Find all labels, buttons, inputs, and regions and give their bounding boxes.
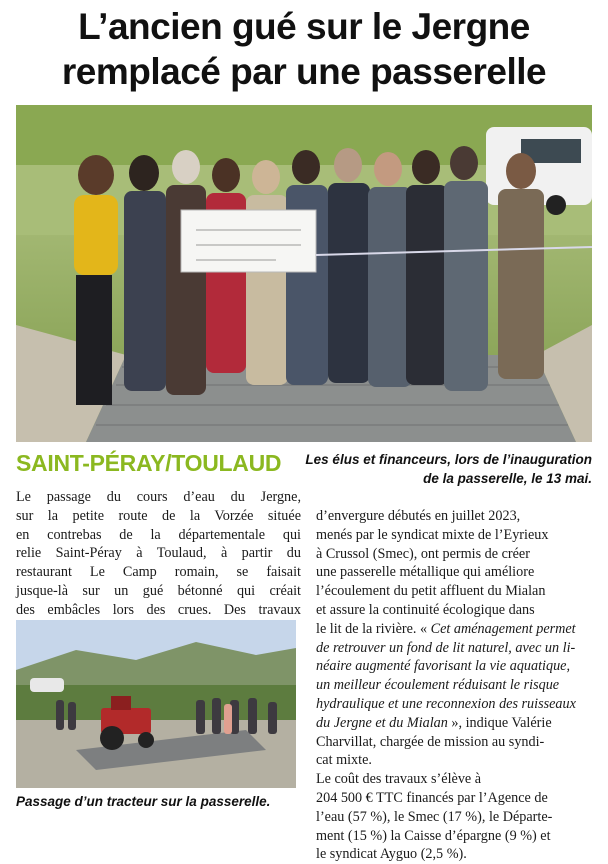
main-photo-caption-line-2: de la passerelle, le 13 mai. [423, 471, 592, 486]
body-line: l’écoulement du petit affluent du Mialan [316, 583, 546, 600]
tractor-photo-illustration [16, 620, 296, 788]
body-line: le syndicat Ayguo (2,5 %). [316, 846, 467, 863]
body-line: du Jergne et du Mialan », indique Valérie [316, 714, 552, 731]
body-line: sur la petite route de la Vorzée située [16, 507, 301, 524]
body-line: menés par le syndicat mixte de l’Eyrieux [316, 526, 549, 543]
body-line: hydraulique et une reconnexion des ruisseaux [316, 695, 576, 712]
body-line: une passerelle métallique qui améliore [316, 564, 535, 581]
article-column-left [16, 488, 301, 620]
headline-line-2: remplacé par une passerelle [61, 51, 547, 92]
main-photo-illustration [16, 105, 592, 442]
body-line: restaurant Le Camp romain, se faisait [16, 564, 301, 581]
main-photo-caption [292, 450, 592, 488]
body-line: Le passage du cours d’eau du Jergne, [16, 489, 301, 505]
headline-line-1: L’ancien gué sur le Jergne [78, 6, 530, 47]
body-line: jusque-là sur un gué bétonné qui créait [16, 582, 301, 599]
body-line: ment (15 %) la Caisse d’épargne (9 %) et [316, 827, 551, 844]
body-line: l’eau (57 %), le Smec (17 %), le Départe- [316, 808, 553, 825]
body-line: en contrebas de la départementale qui [16, 526, 301, 543]
body-line: 204 500 € TTC financés par l’Agence de [316, 789, 548, 806]
main-photo-inauguration [16, 105, 592, 442]
main-photo-caption-line-1: Les élus et financeurs, lors de l’inauguration [305, 452, 592, 467]
body-line: néaire augmenté favorisant la vie aquatique, [316, 658, 571, 675]
body-line: de retrouver un fond de lit naturel, avec un li- [316, 639, 576, 656]
body-line: et assure la continuité écologique dans [316, 601, 535, 618]
body-line: relie Saint-Péray à Toulaud, à partir du [16, 545, 301, 562]
body-line: un meilleur écoulement réduisant le risque [316, 677, 560, 694]
tractor-photo-caption: Passage d’un tracteur sur la passerelle. [16, 794, 271, 809]
body-line: des embâcles lors des crues. Des travaux [16, 601, 301, 618]
body-line: à Crussol (Smec), ont permis de créer [316, 545, 530, 562]
article-column-right [316, 507, 592, 864]
section-tag: SAINT-PÉRAY/TOULAUD [16, 450, 282, 476]
body-line: Le coût des travaux s’élève à [316, 771, 482, 788]
body-line: le lit de la rivière. « Cet aménagement permet [316, 620, 576, 637]
body-line: d’envergure débutés en juillet 2023, [316, 508, 521, 524]
body-line: Charvillat, chargée de mission au syndi- [316, 733, 545, 750]
headline [0, 4, 608, 94]
tractor-photo [16, 620, 296, 788]
body-line: cat mixte. [316, 752, 372, 769]
